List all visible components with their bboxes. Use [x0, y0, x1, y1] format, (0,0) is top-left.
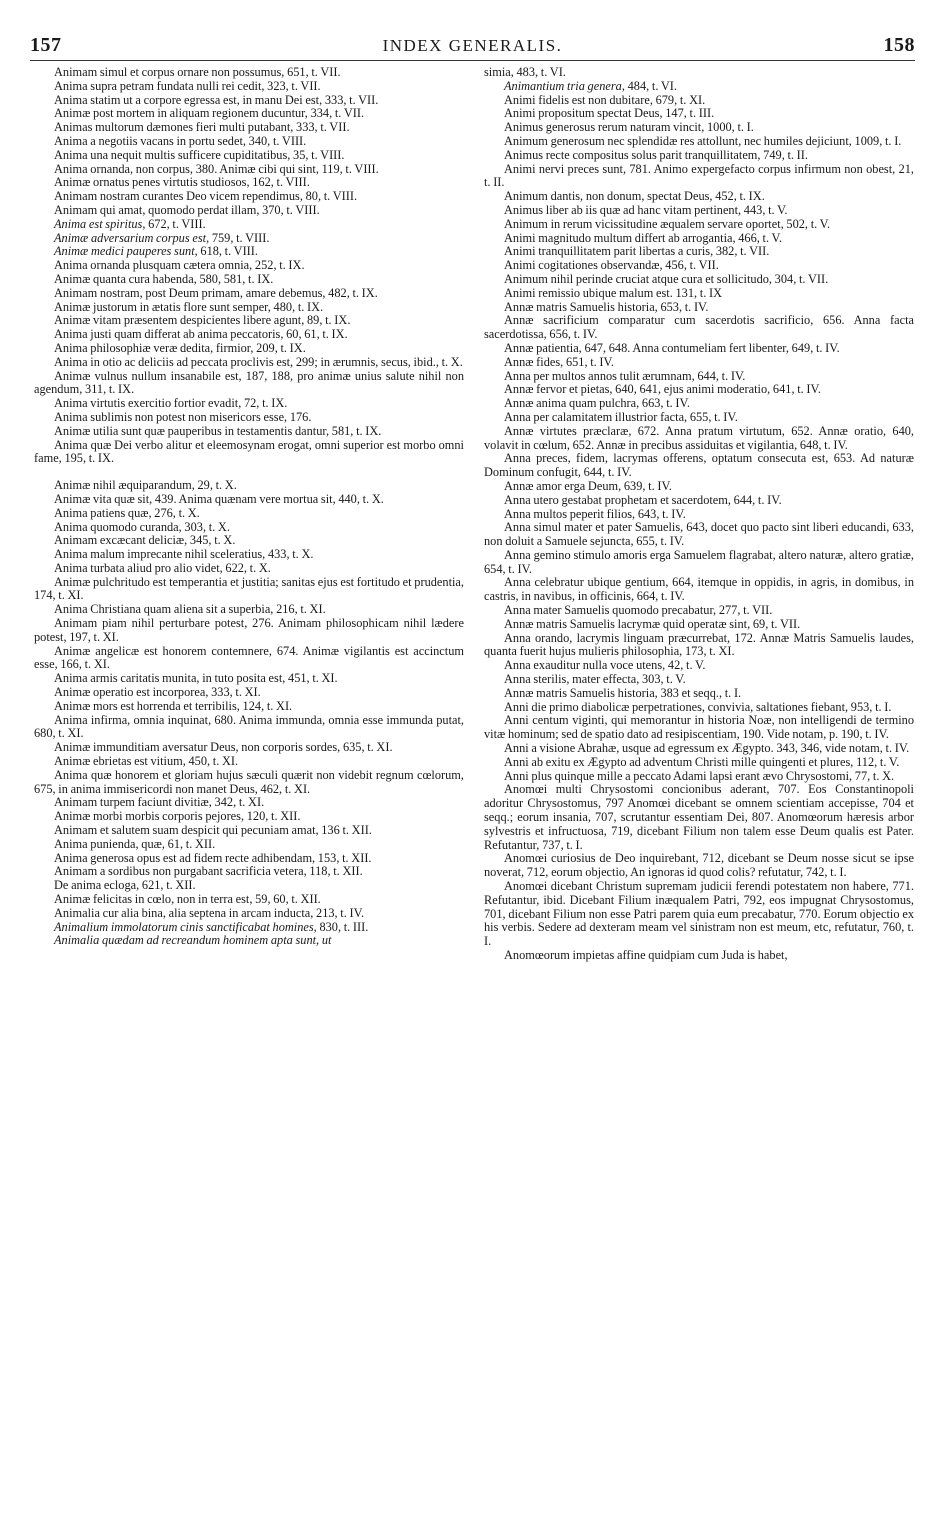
- index-entry: Anni a visione Abrahæ, usque ad egressum ex Ægypto. 343, 346, vide notam, t. IV.: [504, 741, 910, 756]
- index-entry: Annæ anima quam pulchra, 663, t. IV.: [504, 396, 690, 411]
- index-entry: Anna simul mater et pater Samuelis, 643, docet quo pacto sint liberi educandi, 633, non doluit a Samuele sejuncta, 655, t. IV.: [484, 520, 914, 549]
- index-entry: Anna celebratur ubique gentium, 664, itemque in oppidis, in agris, in domibus, in castris, in navibus, in officinis, 664, t. IV.: [484, 575, 914, 604]
- index-entry: Anima quæ honorem et gloriam hujus sæculi quærit non videbit regnum cœlorum, 675, in anima immisericordi non manet Deus, 462, t. XI.: [34, 767, 464, 796]
- index-entry: Animus recte compositus solus parit tranquillitatem, 749, t. II.: [504, 147, 808, 162]
- index-entry: Anomœi dicebant Christum supremam judicii ferendi potestatem non habere, 771. Refutantur, ibid. Dicebant Filium inæqualem Patri, 792, eos impugnat Chrysostomus, 701, dicebant Filium non esse Patri parem quia eum precabatur, 770. Eorum objectio ex his verbis. Sedere ad dexteram meam vel sinistram non est meum, etc, refutatur, 760, t. I.: [484, 879, 914, 949]
- index-entry: Anna preces, fidem, lacrymas offerens, optatum consecuta est, 653. Ad naturæ Dominum confugit, 644, t. IV.: [484, 451, 914, 480]
- italic-phrase: Anima est spiritus: [54, 216, 143, 231]
- index-entry: Annæ matris Samuelis historia, 653, t. IV.: [504, 299, 709, 314]
- index-entry: Anni die primo diabolicæ perpetrationes, convivia, saltationes fiebant, 953, t. I.: [504, 699, 892, 714]
- index-entry: Animi remissio ubique malum est. 131, t. IX: [504, 285, 722, 300]
- index-entry: Animæ vita quæ sit, 439. Anima quænam vere mortua sit, 440, t. X.: [54, 491, 384, 506]
- index-entry: Animæ medici pauperes sunt, 618, t. VIII.: [54, 244, 258, 259]
- index-entry: [34, 934, 464, 948]
- index-entry: Anna mater Samuelis quomodo precabatur, 277, t. VII.: [504, 603, 773, 618]
- index-entry: Animam nostram, post Deum primam, amare debemus, 482, t. IX.: [54, 285, 378, 300]
- index-entry: Anima quæ Dei verbo alitur et eleemosynam erogat, omni superior est morbo omni fame, 195, t. IX.: [34, 437, 464, 466]
- index-entry: Animæ morbi morbis corporis pejores, 120, t. XII.: [54, 809, 301, 824]
- index-entry: Animæ ornatus penes virtutis studiosos, 162, t. VIII.: [54, 175, 310, 190]
- index-entry: Animam qui amat, quomodo perdat illam, 370, t. VIII.: [54, 202, 320, 217]
- index-entry: Animæ pulchritudo est temperantia et justitia; sanitas ejus est fortitudo et prudentia, 174, t. XI.: [34, 574, 464, 603]
- index-entry: Anima ornanda, non corpus, 380. Animæ cibi qui sint, 119, t. VIII.: [54, 161, 379, 176]
- index-entry: Anima justi quam differat ab anima peccatoris, 60, 61, t. IX.: [54, 327, 348, 342]
- index-entry: Anima una nequit multis sufficere cupiditatibus, 35, t. VIII.: [54, 147, 345, 162]
- index-entry: Anni centum viginti, qui memorantur in historia Noæ, non intelligendi de termino vitæ hominum; sed de spatio dato ad resipiscentiam, 190. Vide notam, p. 190, t. IV.: [484, 713, 914, 742]
- index-entry: Animi tranquillitatem parit libertas a curis, 382, t. VII.: [504, 244, 770, 259]
- index-entry: Annæ amor erga Deum, 639, t. IV.: [504, 478, 672, 493]
- right-page-number: 158: [883, 34, 915, 56]
- index-entry: Anna per multos annos tulit ærumnam, 644, t. IV.: [504, 368, 746, 383]
- index-entry: Anima est spiritus, 672, t. VIII.: [54, 216, 206, 231]
- index-entry: Animi propositum spectat Deus, 147, t. III.: [504, 106, 715, 121]
- index-entry: Animæ ebrietas est vitium, 450, t. XI.: [54, 754, 239, 769]
- index-entry: Anna gemino stimulo amoris erga Samuelem flagrabat, altero naturæ, altero gratiæ, 654, t. IV.: [484, 547, 914, 576]
- index-entry: Anomœi curiosius de Deo inquirebant, 712, dicebant se Deum nosse sicut se ipse noverat, 712, eorum objectio, An ignoras id quod colis? refutatur, 742, t. I.: [484, 851, 914, 880]
- index-entry: Animam excæcant deliciæ, 345, t. X.: [54, 533, 236, 548]
- index-entry: Anima sublimis non potest non misericors esse, 176.: [54, 409, 312, 424]
- index-entry: De anima ecloga, 621, t. XII.: [54, 878, 196, 893]
- index-entry: Anima turbata aliud pro alio videt, 622, t. X.: [54, 560, 271, 575]
- index-entry: Animæ vitam præsentem despicientes libere agunt, 89, t. IX.: [54, 313, 351, 328]
- index-entry: Animæ justorum in ætatis flore sunt semper, 480, t. IX.: [54, 299, 324, 314]
- index-entry: Anna exauditur nulla voce utens, 42, t. V.: [504, 658, 706, 673]
- index-entry: Anima a negotiis vacans in portu sedet, 340, t. VIII.: [54, 133, 307, 148]
- index-entry: Animantium tria genera, 484, t. VI.: [504, 78, 677, 93]
- italic-phrase: Animantium tria genera: [504, 78, 622, 93]
- page-title: INDEX GENERALIS.: [382, 36, 563, 55]
- index-entry: Animam a sordibus non purgabant sacrificia vetera, 118, t. XII.: [54, 864, 363, 879]
- index-entry: Animi nervi preces sunt, 781. Animo expergefacto corpus infirmum non obest, 21, t. II.: [484, 161, 914, 190]
- index-entry: Animam simul et corpus ornare non possumus, 651, t. VII.: [54, 65, 341, 79]
- index-entry: Animum nihil perinde cruciat atque cura et sollicitudo, 304, t. VII.: [504, 271, 829, 286]
- index-entry: Animus generosus rerum naturam vincit, 1000, t. I.: [504, 120, 754, 135]
- index-entry: Animi fidelis est non dubitare, 679, t. XI.: [504, 92, 706, 107]
- italic-phrase: Animalium immolatorum cinis sanctificabat homines: [54, 919, 314, 934]
- index-entry: Annæ fervor et pietas, 640, 641, ejus animi moderatio, 641, t. IV.: [504, 382, 821, 397]
- index-entry: Animæ mors est horrenda et terribilis, 124, t. XI.: [54, 698, 293, 713]
- index-entry: Anna sterilis, mater effecta, 303, t. V.: [504, 672, 686, 687]
- index-entry: Anomœi multi Chrysostomi concionibus aderant, 707. Eos Constantinopoli adoritur Chrysostomus, 797 Anomœi dicebant se omnem scientiam accepisse, 704 et seqq.; eorum insania, 707, scrutantur essentiam Dei, 807. Anomœorum hæresis arbor sylvestris et infructuosa, 719, dicebant Filium non talem esse Deum qualis est Pater. Refutantur, 737, t. I.: [484, 782, 914, 852]
- index-entry: Anna per calamitatem illustrior facta, 655, t. IV.: [504, 409, 738, 424]
- index-entry: Animam piam nihil perturbare potest, 276. Animam philosophicam nihil lædere potest, 197, t. XI.: [34, 616, 464, 644]
- index-entry: Animæ adversarium corpus est, 759, t. VIII.: [54, 230, 270, 245]
- index-entry: Anima virtutis exercitio fortior evadit, 72, t. IX.: [54, 396, 288, 411]
- index-entry: Anima supra petram fundata nulli rei cedit, 323, t. VII.: [54, 78, 321, 93]
- index-entry: Annæ matris Samuelis historia, 383 et seqq., t. I.: [504, 685, 742, 700]
- right-column: [484, 66, 914, 963]
- index-entry: Animæ immunditiam aversatur Deus, non corporis sordes, 635, t. XI.: [54, 740, 393, 755]
- index-entry: Annæ virtutes præclaræ, 672. Anna pratum virtutum, 652. Annæ oratio, 640, volavit in cœlum, 652. Annæ in precibus assiduitas et vigilantia, 648, t. IV.: [484, 423, 914, 452]
- index-entry: Animum dantis, non donum, spectat Deus, 452, t. IX.: [504, 189, 765, 204]
- index-entry: Animæ vulnus nullum insanabile est, 187, 188, pro animæ unius salute nihil non agendum, 311, t. IX.: [34, 368, 464, 397]
- left-column: [34, 66, 464, 948]
- index-entry: Animas multorum dæmones fieri multi putabant, 333, t. VII.: [54, 120, 350, 135]
- index-entry: Anima ornanda plusquam cætera omnia, 252, t. IX.: [54, 258, 305, 273]
- index-entry: Animæ nihil æquiparandum, 29, t. X.: [54, 478, 237, 493]
- index-entry: Animæ post mortem in aliquam regionem ducuntur, 334, t. VII.: [54, 106, 365, 121]
- index-entry: Anima generosa opus est ad fidem recte adhibendam, 153, t. XII.: [54, 850, 372, 865]
- index-entry: Animi cogitationes observandæ, 456, t. VII.: [504, 258, 719, 273]
- italic-phrase: Animæ adversarium corpus est: [54, 230, 207, 245]
- index-entry: Anima infirma, omnia inquinat, 680. Anima immunda, omnia esse immunda putat, 680, t. XI.: [34, 712, 464, 741]
- index-entry: Animam turpem faciunt divitiæ, 342, t. XI.: [54, 795, 265, 810]
- index-entry: Animæ operatio est incorporea, 333, t. XI.: [54, 685, 261, 700]
- italic-phrase: Animæ medici pauperes sunt: [54, 244, 195, 259]
- index-entry: Anna utero gestabat prophetam et sacerdotem, 644, t. IV.: [504, 492, 782, 507]
- index-entry: Animæ angelicæ est honorem contemnere, 674. Animæ vigilantis est accinctum esse, 166, t. XI.: [34, 643, 464, 672]
- index-entry: Anima armis caritatis munita, in tuto posita est, 451, t. XI.: [54, 671, 338, 686]
- index-entry: Animæ felicitas in cœlo, non in terra est, 59, 60, t. XII.: [54, 892, 321, 907]
- index-entry: Anima quomodo curanda, 303, t. X.: [54, 519, 230, 534]
- running-header: [30, 30, 915, 61]
- index-entry: Anima philosophiæ veræ dedita, firmior, 209, t. IX.: [54, 340, 306, 355]
- index-entry: Anima in otio ac deliciis ad peccata proclivis est, 299; in ærumnis, secus, ibid., t. X.: [54, 354, 463, 369]
- index-entry: Animæ quanta cura habenda, 580, 581, t. IX.: [54, 271, 274, 286]
- index-entry: Anima Christiana quam aliena sit a superbia, 216, t. XI.: [54, 602, 326, 617]
- index-entry: Annæ matris Samuelis lacrymæ quid operatæ sint, 69, t. VII.: [504, 616, 801, 631]
- index-entry: Annæ patientia, 647, 648. Anna contumeliam fert libenter, 649, t. IV.: [504, 340, 840, 355]
- index-entry: Animæ utilia sunt quæ pauperibus in testamentis dantur, 581, t. IX.: [54, 423, 382, 438]
- index-entry: Anna multos peperit filios, 643, t. IV.: [504, 506, 686, 521]
- index-entry: Anni ab exitu ex Ægypto ad adventum Christi mille quingenti et plures, 112, t. V.: [504, 754, 900, 769]
- index-entry: Animum generosum nec splendidæ res attollunt, nec humiles dejiciunt, 1009, t. I.: [504, 133, 902, 148]
- index-entry: Animus liber ab iis quæ ad hanc vitam pertinent, 443, t. V.: [504, 202, 788, 217]
- index-entry: Animum in rerum vicissitudine æqualem servare oportet, 502, t. V.: [504, 216, 831, 231]
- index-entry: Annæ sacrificium comparatur cum sacerdotis sacrificio, 656. Anna facta sacerdotissa, 656, t. IV.: [484, 313, 914, 342]
- index-entry: Anni plus quinque mille a peccato Adami lapsi erant ævo Chrysostomi, 77, t. X.: [504, 768, 895, 783]
- index-entry: Anima statim ut a corpore egressa est, in manu Dei est, 333, t. VII.: [54, 92, 379, 107]
- index-entry: Animalium immolatorum cinis sanctificabat homines, 830, t. III.: [54, 919, 369, 934]
- index-entry: Animi magnitudo multum differt ab arrogantia, 466, t. V.: [504, 230, 782, 245]
- index-entry: Anomœorum impietas affine quidpiam cum Juda is habet,: [504, 948, 788, 962]
- index-entry: Anima punienda, quæ, 61, t. XII.: [54, 836, 216, 851]
- index-entry: Annæ fides, 651, t. IV.: [504, 354, 614, 369]
- index-entry: Animam nostram curantes Deo vicem rependimus, 80, t. VIII.: [54, 189, 358, 204]
- index-entry: Animalia cur alia bina, alia septena in arcam inducta, 213, t. IV.: [54, 905, 365, 920]
- index-entry: Anna orando, lacrymis linguam præcurrebat, 172. Annæ Matris Samuelis laudes, quanta fuerit hujus mulieris philosophia, 173, t. XI.: [484, 630, 914, 659]
- index-entry: Animam et salutem suam despicit qui pecuniam amat, 136 t. XII.: [54, 823, 372, 838]
- index-entry: simia, 483, t. VI.: [484, 65, 566, 79]
- index-entry: Anima malum imprecante nihil sceleratius, 433, t. X.: [54, 547, 314, 562]
- italic-phrase: Animalia quædam ad recreandum hominem apta sunt, ut: [54, 933, 332, 948]
- index-entry: Anima patiens quæ, 276, t. X.: [54, 505, 200, 520]
- left-page-number: 157: [30, 34, 62, 56]
